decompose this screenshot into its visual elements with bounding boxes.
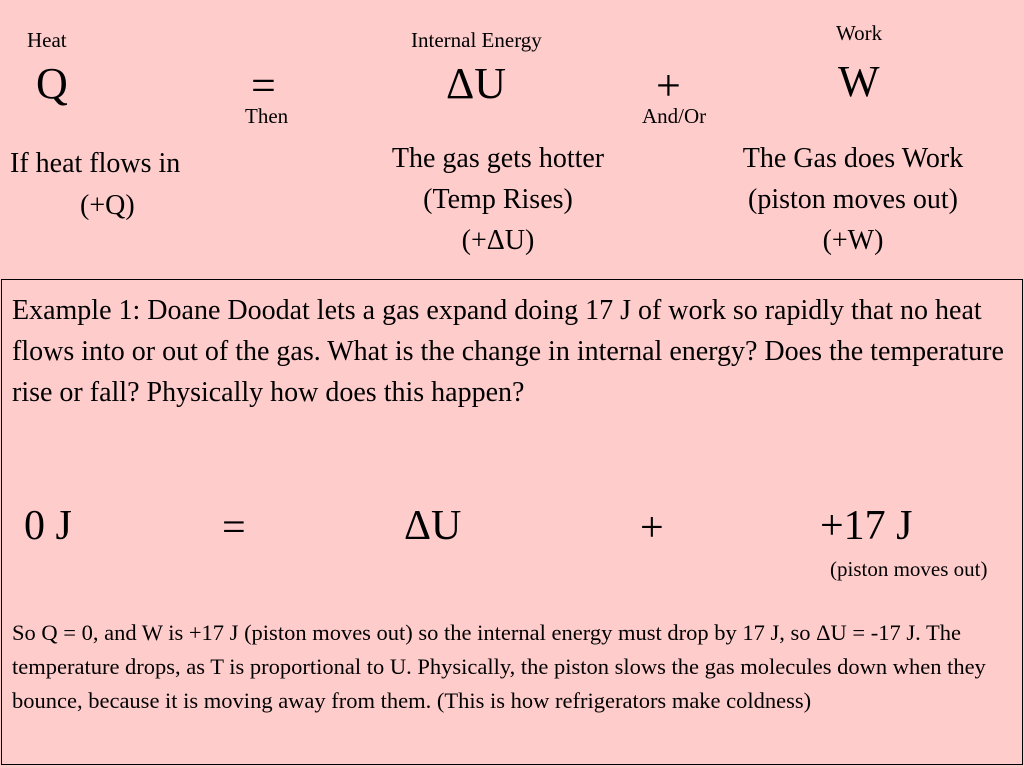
- gas-work-line1: The Gas does Work: [742, 143, 964, 174]
- heat-in-line1: If heat flows in: [10, 148, 181, 179]
- example-eq-delta-u: ΔU: [404, 503, 462, 549]
- and-or-label: And/Or: [642, 104, 707, 128]
- example-question: Example 1: Doane Doodat lets a gas expand doing 17 J of work so rapidly that no heat flows into or out of the gas. What is the change in internal energy? Does the temperature rise or fall? Physically how does this happen?: [12, 295, 1004, 408]
- work-symbol: W: [838, 57, 880, 106]
- example-eq-note: (piston moves out): [830, 557, 988, 581]
- heat-in-line2: (+Q): [80, 190, 135, 221]
- internal-energy-label: Internal Energy: [411, 28, 542, 52]
- gas-hotter-line2: (Temp Rises): [423, 184, 573, 215]
- equals-sign: =: [251, 61, 276, 110]
- example-eq-q: 0 J: [24, 503, 72, 549]
- example-eq-work: +17 J: [820, 503, 913, 549]
- heat-symbol: Q: [36, 59, 68, 108]
- gas-work-line2: (piston moves out): [748, 184, 958, 215]
- example-eq-plus: +: [640, 505, 664, 551]
- plus-sign: +: [656, 61, 681, 110]
- gas-hotter-line3: (+ΔU): [461, 225, 535, 256]
- delta-u-symbol: ΔU: [446, 59, 507, 108]
- work-label: Work: [836, 21, 883, 45]
- heat-label: Heat: [27, 28, 67, 52]
- then-label: Then: [245, 104, 289, 128]
- example-box: [1, 279, 1023, 765]
- gas-hotter-line1: The gas gets hotter: [391, 143, 605, 174]
- example-eq-equals: =: [222, 505, 246, 551]
- example-answer: So Q = 0, and W is +17 J (piston moves out) so the internal energy must drop by 17 J, so ΔU = -17 J. The temperature drops, as T is proportional to U. Physically, the piston slows the gas molecules down when they bounce, because it is moving away from them. (This is how refrigerators make coldness): [12, 620, 986, 713]
- gas-work-line3: (+W): [822, 225, 884, 256]
